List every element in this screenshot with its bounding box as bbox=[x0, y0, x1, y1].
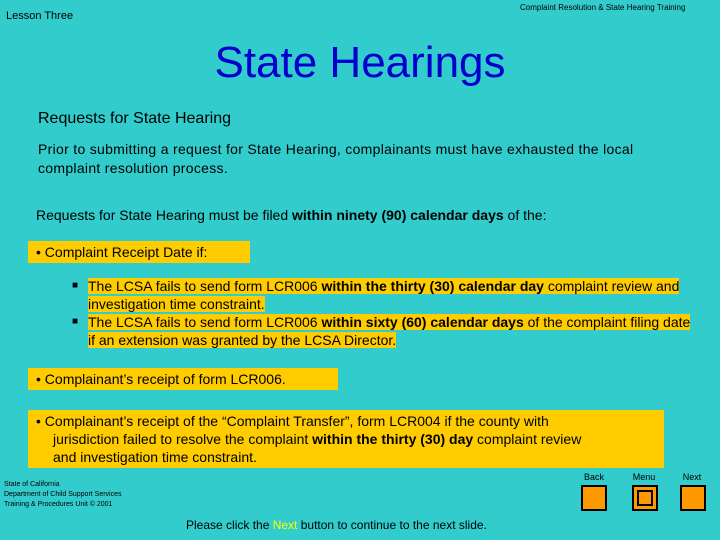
slide-title: State Hearings bbox=[214, 38, 506, 87]
menu-label: Menu bbox=[632, 472, 656, 482]
requirement-post: of the: bbox=[503, 207, 547, 223]
bullet-complaint-transfer bbox=[28, 410, 664, 468]
instruction-pre: Please click the bbox=[186, 518, 273, 532]
b3-line1: • Complainant’s receipt of the “Complaint Transfer”, form LCR004 if the county with bbox=[36, 413, 549, 429]
instruction-next-word: Next bbox=[272, 518, 298, 532]
square-bullet-icon: ■ bbox=[72, 280, 79, 291]
intro-paragraph: Prior to submitting a request for State Hearing, complainants must have exhausted the local complaint resolution process. bbox=[38, 141, 634, 176]
bullet-lcr006-receipt: • Complainant’s receipt of form LCR006. bbox=[28, 368, 338, 390]
b3-line2-post: complaint review bbox=[473, 431, 582, 447]
requirement-pre: Requests for State Hearing must be filed bbox=[36, 207, 293, 223]
sub1-post: complaint review and investigation time constraint. bbox=[88, 278, 680, 312]
org-line-2: Department of Child Support Services bbox=[4, 491, 122, 498]
back-arrow-icon bbox=[583, 487, 605, 509]
course-label: Complaint Resolution & State Hearing Training bbox=[520, 3, 686, 12]
back-button[interactable] bbox=[581, 485, 607, 511]
b3-line2-pre: jurisdiction failed to resolve the complaint bbox=[53, 431, 313, 447]
bullet-complaint-receipt: • Complaint Receipt Date if: bbox=[28, 241, 250, 263]
org-line-1: State of California bbox=[4, 481, 60, 488]
next-button[interactable] bbox=[680, 485, 706, 511]
instruction-post: button to continue to the next slide. bbox=[297, 518, 487, 532]
menu-square-icon bbox=[634, 487, 656, 509]
sub2-bold: within sixty (60) calendar days bbox=[321, 314, 524, 330]
subheading: Requests for State Hearing bbox=[38, 110, 231, 127]
b3-bold: within the thirty (30) day bbox=[312, 431, 474, 447]
next-arrow-icon bbox=[682, 487, 704, 509]
sub2-pre: The LCSA fails to send form LCR006 bbox=[88, 314, 322, 330]
next-label: Next bbox=[682, 472, 702, 482]
navigation-instruction bbox=[186, 518, 487, 532]
square-bullet-icon: ■ bbox=[72, 316, 79, 327]
menu-button[interactable] bbox=[632, 485, 658, 511]
b3-line2 bbox=[36, 430, 656, 448]
requirement-text bbox=[36, 207, 546, 223]
back-label: Back bbox=[583, 472, 604, 482]
lesson-label: Lesson Three bbox=[6, 10, 74, 22]
b3-line3: and investigation time constraint. bbox=[53, 449, 257, 465]
org-footer bbox=[4, 480, 122, 510]
sub1-bold: within the thirty (30) calendar day bbox=[321, 278, 544, 294]
sub1-pre: The LCSA fails to send form LCR006 bbox=[88, 278, 322, 294]
org-line-3: Training & Procedures Unit © 2001 bbox=[4, 501, 113, 508]
sub-bullet-list bbox=[64, 277, 694, 349]
sub2-post: of the complaint filing date if an extension was granted by the LCSA Director. bbox=[88, 314, 691, 348]
sub-bullet-1 bbox=[64, 277, 694, 313]
requirement-bold: within ninety (90) calendar days bbox=[292, 207, 504, 223]
sub-bullet-2 bbox=[64, 313, 694, 349]
